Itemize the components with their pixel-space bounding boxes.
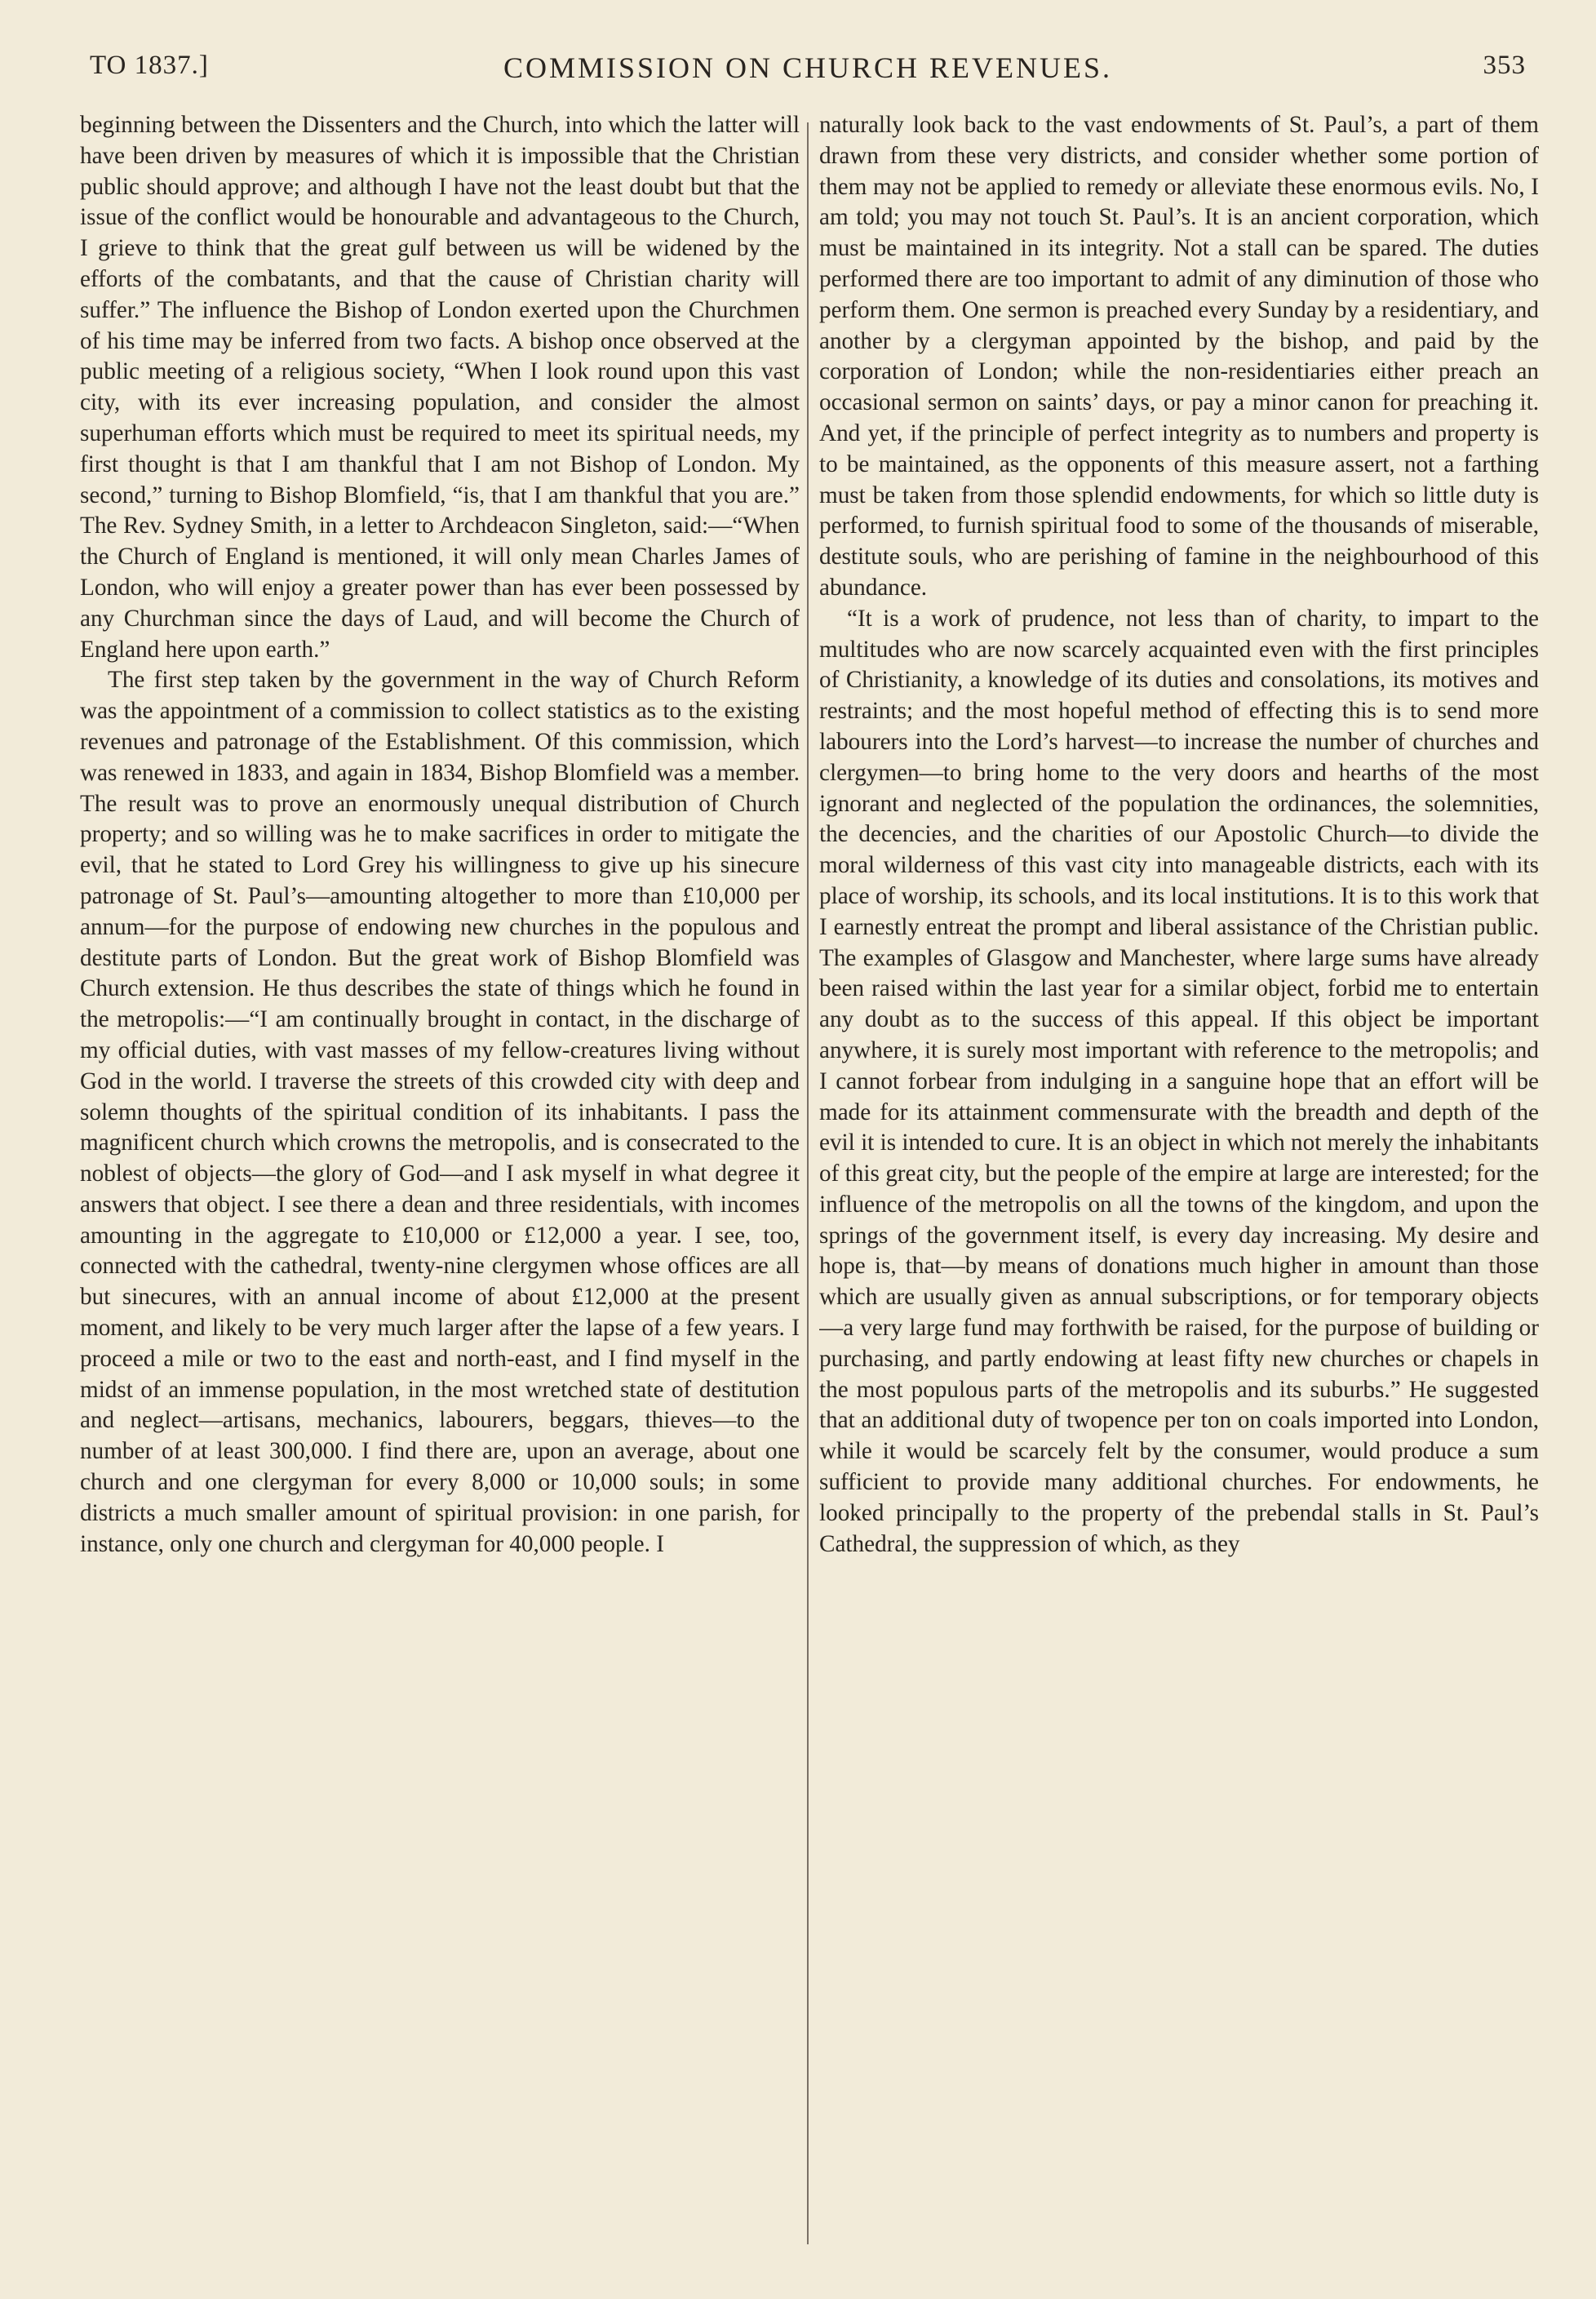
right-column <box>819 110 1539 2248</box>
left-column <box>80 110 800 2248</box>
paragraph: The first step taken by the government in the way of Church Reform was the appointment of a commission to collect statistics as to the existing revenues and patronage of the Establishment. Of this commission, which was renewed in 1833, and again in 1834, Bishop Blomfield was a member. The result was to prove an enormously unequal distribution of Church property; and so willing was he to make sacrifices in order to mitigate the evil, that he stated to Lord Grey his willingness to give up his sinecure patronage of St. Paul’s—amounting altogether to more than £10,000 per annum—for the purpose of endowing new churches in the populous and destitute parts of London. But the great work of Bishop Blomfield was Church extension. He thus describes the state of things which he found in the metropolis:—“I am continually brought in contact, in the discharge of my official duties, with vast masses of my fellow-creatures living without God in the world. I traverse the streets of this crowded city with deep and solemn thoughts of the spiritual condition of its inhabitants. I pass the magnificent church which crowns the metropolis, and is consecrated to the noblest of objects—the glory of God—and I ask myself in what degree it answers that object. I see there a dean and three residentials, with incomes amounting in the aggregate to £10,000 or £12,000 a year. I see, too, connected with the cathedral, twenty-nine clergymen whose offices are all but sinecures, with an annual income of about £12,000 at the present moment, and likely to be very much larger after the lapse of a few years. I proceed a mile or two to the east and north-east, and I find myself in the midst of an immense population, in the most wretched state of destitution and neglect—artisans, mechanics, labourers, beggars, thieves—to the number of at least 300,000. I find there are, upon an average, about one church and one clergyman for every 8,000 or 10,000 souls; in some districts a much smaller amount of spiritual provision: in one parish, for instance, only one church and clergyman for 40,000 people. I <box>80 667 800 1557</box>
header-date-range: TO 1837.] <box>90 51 209 80</box>
paragraph: beginning between the Dissenters and the Church, into which the latter will have been driven by measures of which it is impossible that the Christian public should approve; and although I have not the least doubt but that the issue of the conflict would be honourable and advantageous to the Church, I grieve to think that the great gulf between us will be widened by the efforts of the combatants, and that the cause of Christian charity will suffer.” The influence the Bishop of London exerted upon the Churchmen of his time may be inferred from two facts. A bishop once observed at the public meeting of a religious society, “When I look round upon this vast city, with its ever increasing population, and consider the almost superhuman efforts which must be required to meet its spiritual needs, my first thought is that I am thankful that I am not Bishop of London. My second,” turning to Bishop Blomfield, “is, that I am thankful that you are.” The Rev. Sydney Smith, in a letter to Archdeacon Singleton, said:—“When the Church of England is mentioned, it will only mean Charles James of London, who will enjoy a greater power than has ever been possessed by any Churchman since the days of Laud, and will become the Church of England here upon earth.” <box>80 112 800 663</box>
running-header <box>90 51 1526 91</box>
page-number: 353 <box>1483 51 1526 80</box>
column-divider <box>807 122 809 2244</box>
header-title: COMMISSION ON CHURCH REVENUES. <box>503 51 1113 84</box>
paragraph: “It is a work of prudence, not less than of charity, to impart to the multitudes who are now scarcely acquainted even with the first principles of Christianity, a knowledge of its duties and consolations, its motives and restraints; and the most hopeful method of effecting this is to send more labourers into the Lord’s harvest—to increase the number of churches and clergymen—to bring home to the very doors and hearths of the most ignorant and neglected of the population the ordinances, the solemnities, the decencies, and the charities of our Apostolic Church—to divide the moral wilderness of this vast city into manageable districts, each with its place of worship, its schools, and its local institutions. It is to this work that I earnestly entreat the prompt and liberal assistance of the Christian public. The examples of Glasgow and Manchester, where large sums have already been raised within the last year for a similar object, forbid me to entertain any doubt as to the success of this appeal. If this object be important anywhere, it is surely most important with reference to the metropolis; and I cannot forbear from indulging in a sanguine hope that an effort will be made for its attainment commensurate with the breadth and depth of the evil it is intended to cure. It is an object in which not merely the inhabitants of this great city, but the people of the empire at large are interested; for the influence of the metropolis on all the towns of the kingdom, and upon the springs of the government itself, is every day increasing. My desire and hope is, that—by means of donations much higher in amount than those which are usually given as annual subscriptions, or for temporary objects—a very large fund may forthwith be raised, for the purpose of building or purchasing, and partly endowing at least fifty new churches or chapels in the most populous parts of the metropolis and its suburbs.” He suggested that an additional duty of twopence per ton on coals imported into London, while it would be scarcely felt by the consumer, would produce a sum sufficient to provide many additional churches. For endowments, he looked principally to the property of the prebendal stalls in St. Paul’s Cathedral, the suppression of which, as they <box>819 605 1539 1557</box>
paragraph: naturally look back to the vast endowments of St. Paul’s, a part of them drawn from these very districts, and consider whether some portion of them may not be applied to remedy or alleviate these enormous evils. No, I am told; you may not touch St. Paul’s. It is an ancient corporation, which must be maintained in its integrity. Not a stall can be spared. The duties performed there are too important to admit of any diminution of those who perform them. One sermon is preached every Sunday by a residentiary, and another by a clergyman appointed by the bishop, and paid by the corporation of London; while the non-residentiaries either preach an occasional sermon on saints’ days, or pay a minor canon for preaching it. And yet, if the principle of perfect integrity as to numbers and property is to be maintained, as the opponents of this measure assert, not a farthing must be taken from those splendid endowments, for which so little duty is performed, to furnish spiritual food to some of the thousands of miserable, destitute souls, who are perishing of famine in the neighbourhood of this abundance. <box>819 112 1539 601</box>
